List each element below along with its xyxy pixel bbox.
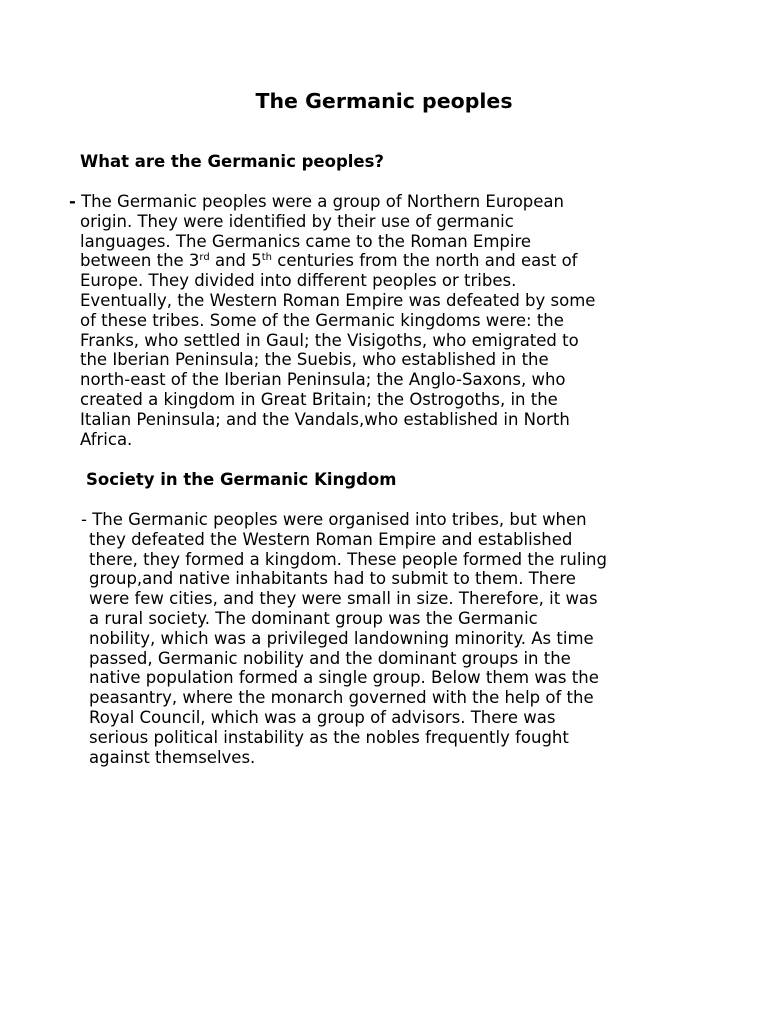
line-segment: between the 3 [80,251,200,271]
line-segment: centuries from the north and east of [272,251,578,271]
paragraph-line: nobility, which was a privileged landowning minority. As time [89,628,594,648]
paragraph-line: - The Germanic peoples were organised into tribes, but when [81,510,587,529]
paragraph-line [69,192,595,212]
paragraph-society [81,510,607,767]
paragraph-line: serious political instability as the nobles frequently fought [89,727,569,747]
paragraph-line: Eventually, the Western Roman Empire was defeated by some [80,290,596,310]
paragraph-line: Africa. [80,429,133,449]
paragraph-line: there, they formed a kingdom. These people formed the ruling [89,549,607,569]
list-dash: - [69,192,76,211]
paragraph-line: they defeated the Western Roman Empire and established [89,529,573,549]
paragraph-line: peasantry, where the monarch governed with the help of the [89,688,594,708]
superscript-th: th [261,252,273,264]
paragraph-germanic-peoples [69,192,595,449]
paragraph-line-text: The Germanic peoples were a group of Northern European [75,192,565,211]
paragraph-line: of these tribes. Some of the Germanic kingdoms were: the [80,310,564,330]
paragraph-line: a rural society. The dominant group was the Germanic [89,608,538,628]
paragraph-line: were few cities, and they were small in size. Therefore, it was [89,589,598,609]
paragraph-line: Italian Peninsula; and the Vandals,who established in North [80,409,570,429]
superscript-rd: rd [199,252,210,264]
paragraph-line: Europe. They divided into different peoples or tribes. [80,271,517,291]
paragraph-line [80,251,595,271]
paragraph-line: against themselves. [89,747,256,767]
line-segment: and 5 [209,251,262,271]
section-heading-what-are: What are the Germanic peoples? [80,152,385,171]
paragraph-line: north-east of the Iberian Peninsula; the Anglo-Saxons, who [80,370,566,390]
page-title: The Germanic peoples [255,89,513,113]
paragraph-line: Royal Council, which was a group of advisors. There was [89,707,556,727]
paragraph-line: languages. The Germanics came to the Roman Empire [80,231,532,251]
paragraph-line: passed, Germanic nobility and the dominant groups in the [89,648,571,668]
paragraph-line: the Iberian Peninsula; the Suebis, who established in the [80,350,549,370]
paragraph-line: origin. They were identified by their use of germanic [80,211,514,231]
paragraph-line: created a kingdom in Great Britain; the Ostrogoths, in the [80,389,558,409]
paragraph-line: native population formed a single group. Below them was the [89,668,599,688]
paragraph-line: group,and native inhabitants had to submit to them. There [89,569,576,589]
section-heading-society: Society in the Germanic Kingdom [86,470,397,489]
paragraph-line: Franks, who settled in Gaul; the Visigoths, who emigrated to [80,330,579,350]
